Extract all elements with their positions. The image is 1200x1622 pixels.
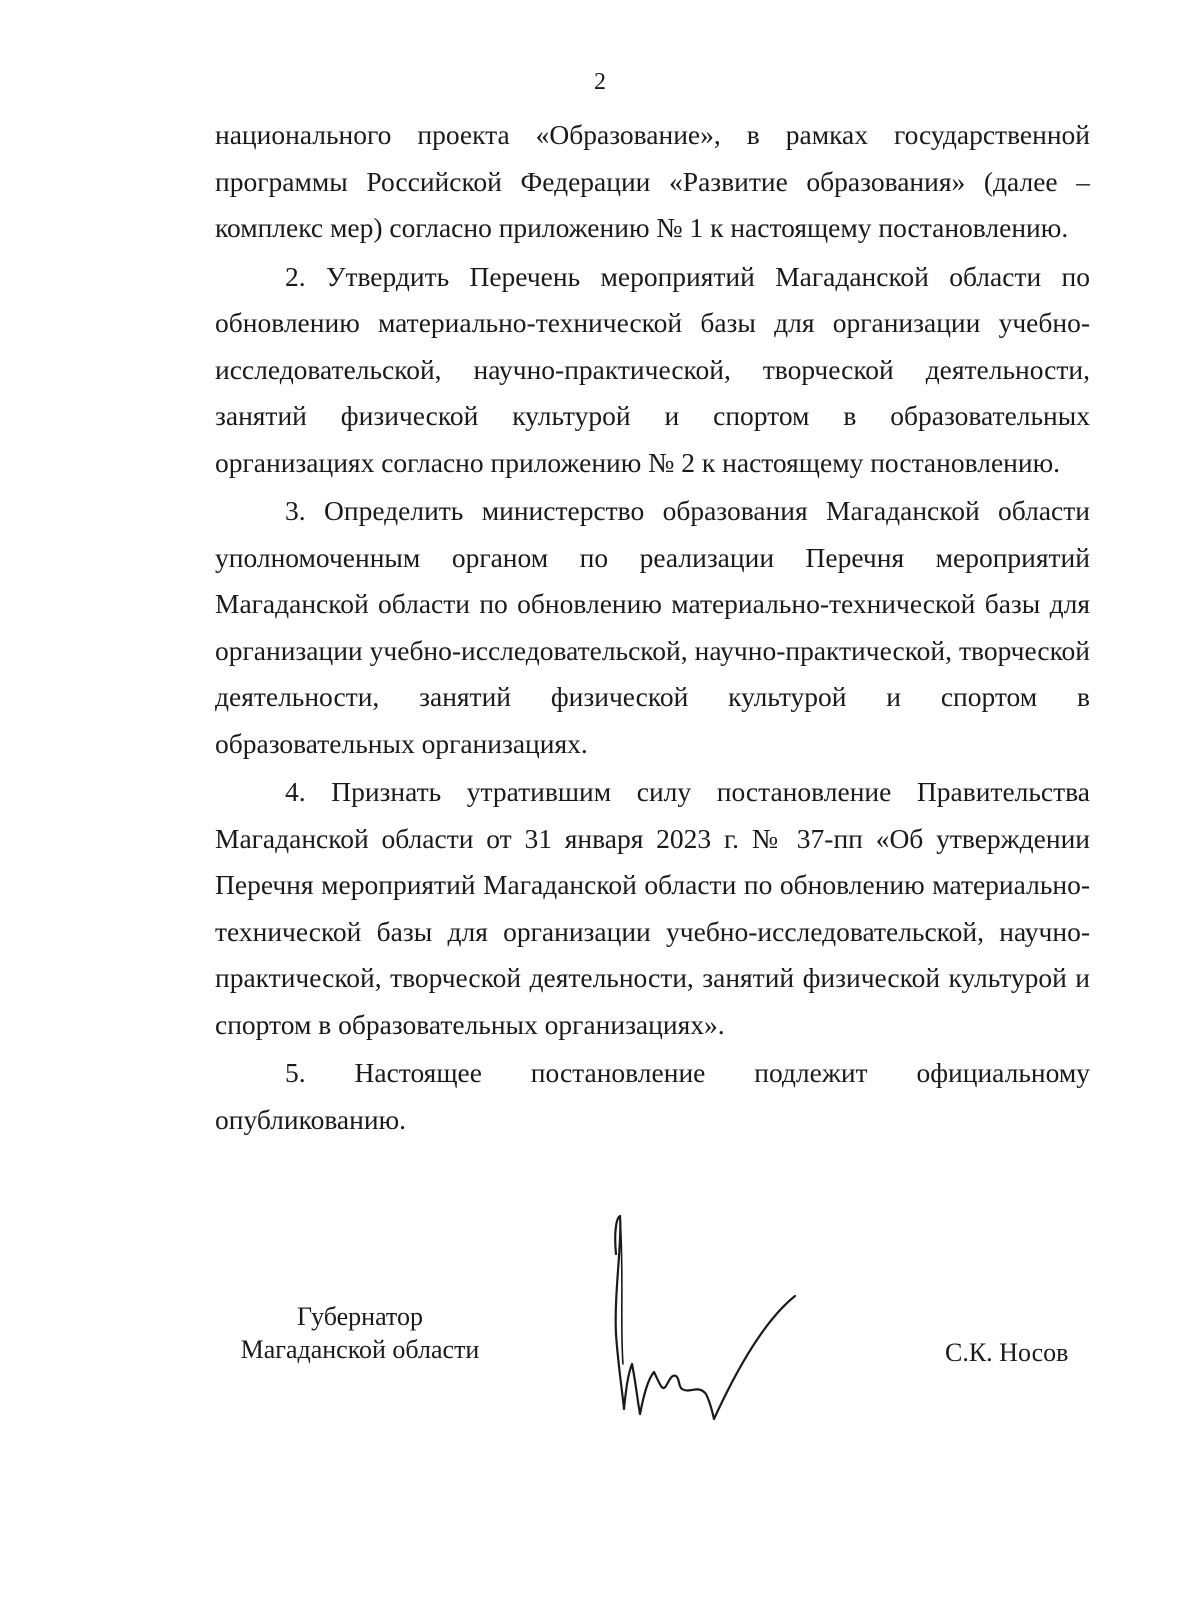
signatory-title-line2: Магаданской области: [240, 1335, 480, 1364]
paragraph-item-5: 5. Настоящее постановление подлежит официальному опубликованию.: [215, 1057, 1090, 1135]
paragraph-continuation: национального проекта «Образование», в рамках государственной программы Российской Федерации «Развитие образования» (далее – комплекс мер) согласно приложению № 1 к настоящему постановлению.: [215, 119, 1090, 243]
signatory-name: С.К. Носов: [945, 1338, 1069, 1367]
document-body: [215, 112, 1090, 1143]
signatory-title-line1: Губернатор: [297, 1302, 423, 1331]
signatory-title: [210, 1300, 510, 1366]
signature-block: [0, 1300, 1200, 1460]
page-number: 2: [594, 69, 606, 95]
paragraph-item-4: 4. Признать утратившим силу постановление Правительства Магаданской области от 31 января 2023 г. № 37-пп «Об утверждении Перечня мероприятий Магаданской области по обновлению материально-технической базы для организации учебно-исследовательской, научно-практической, творческой деятельности, занятий физической культурой и спортом в образовательных организациях».: [215, 776, 1090, 1040]
handwritten-signature-icon: [610, 1214, 830, 1454]
paragraph-item-3: 3. Определить министерство образования Магаданской области уполномоченным органом по реализации Перечня мероприятий Магаданской области по обновлению материально-технической базы для организации учебно-исследовательской, научно-практической, творческой деятельности, занятий физической культурой и спортом в образовательных организациях.: [215, 495, 1090, 759]
paragraph-item-2: 2. Утвердить Перечень мероприятий Магаданской области по обновлению материально-технической базы для организации учебно-исследовательской, научно-практической, творческой деятельности, занятий физической культурой и спортом в образовательных организациях согласно приложению № 2 к настоящему постановлению.: [215, 260, 1090, 478]
